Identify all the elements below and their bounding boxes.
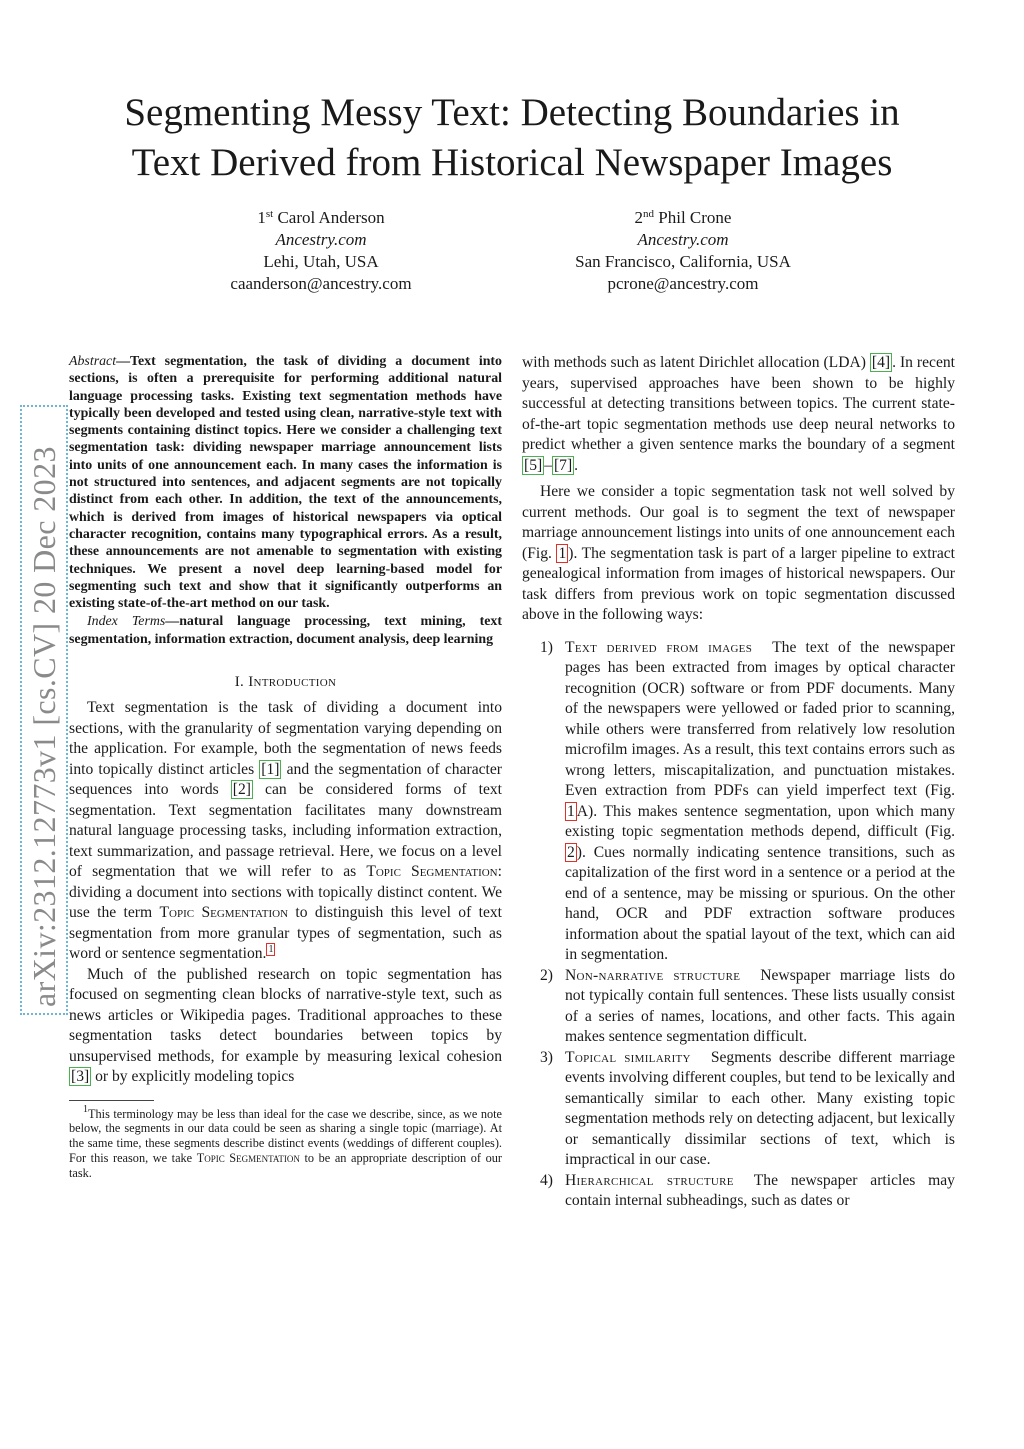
list-item-heading: Hierarchical structure bbox=[565, 1171, 734, 1189]
left-column bbox=[69, 353, 502, 1181]
section-number: I. bbox=[234, 674, 245, 691]
text-run: Segments describe different marriage events involving different couples, but tend to be lexically and semantically similar to each other. Many existing topic segmentation methods rely on detecting adjacent, but lexically or semantically dissimilar sections of text, which is impractical in our case. bbox=[565, 1048, 956, 1168]
term-topic-segmentation: Topic Segmentation bbox=[366, 863, 498, 881]
author-name: Carol Anderson bbox=[277, 208, 385, 227]
footnote-divider bbox=[69, 1100, 154, 1101]
author-ordinal: 1 bbox=[257, 208, 266, 227]
text-run: or by explicitly modeling topics bbox=[91, 1068, 295, 1086]
intro-paragraph-2-continued bbox=[522, 353, 955, 476]
author-block-2 bbox=[493, 207, 873, 295]
text-run: Here we consider a topic segmentation task not well solved by current methods. Our goal is to segment the text of newspaper marriage announcement listings into units of one announcement each (Fig. bbox=[522, 483, 955, 562]
citation-link[interactable]: [5] bbox=[524, 456, 543, 474]
footnote-link[interactable]: 1 bbox=[268, 944, 274, 956]
list-number: 3) bbox=[540, 1048, 553, 1066]
arxiv-identifier-link[interactable]: arXiv:2312.12773v1 [cs.CV] 20 Dec 2023 bbox=[20, 405, 68, 1015]
citation-link[interactable]: [7] bbox=[553, 456, 573, 474]
author-name-2 bbox=[493, 207, 873, 229]
author-ordinal-suffix: nd bbox=[643, 208, 655, 220]
figure-link[interactable]: 1 bbox=[558, 544, 567, 562]
index-terms-label: Index Terms bbox=[87, 614, 166, 630]
author-affiliation-2: Ancestry.com bbox=[637, 230, 729, 249]
text-run: and the segmentation of character sequences into words bbox=[69, 760, 502, 799]
text-run: ). Cues normally indicating sentence transitions, such as capitalization of the first word in a sentence or a period at the end of a sentence, may be missing or spurious. On the other hand, OCR and PDF extraction software produces information about the spatial layout of the text, which can aid in segmentation. bbox=[565, 843, 955, 963]
section-heading-introduction bbox=[69, 672, 502, 692]
list-item bbox=[522, 966, 955, 1048]
term-topic-segmentation: Topic Segmentation bbox=[159, 904, 289, 922]
list-number: 1) bbox=[540, 638, 553, 656]
abstract-label: Abstract bbox=[69, 354, 117, 369]
author-ordinal-suffix: st bbox=[265, 208, 274, 220]
list-item bbox=[522, 1048, 955, 1171]
list-number: 2) bbox=[540, 966, 553, 984]
author-block-1 bbox=[131, 207, 511, 295]
text-run: ). The segmentation task is part of a larger pipeline to extract genealogical information from images of historical newspapers. Our task differs from previous work on topic segmentation discussed above in the following ways: bbox=[522, 544, 955, 623]
author-name: Phil Crone bbox=[658, 208, 732, 227]
text-run: – bbox=[544, 456, 552, 474]
right-column bbox=[522, 353, 955, 1212]
section-title: Introduction bbox=[248, 674, 337, 691]
intro-paragraph-3 bbox=[522, 482, 955, 626]
title-line-1: Segmenting Messy Text: Detecting Boundaries in bbox=[124, 91, 900, 134]
text-run: with methods such as latent Dirichlet allocation (LDA) bbox=[522, 354, 870, 371]
text-run: The newspaper articles may contain internal subheadings, such as dates or bbox=[565, 1171, 955, 1209]
author-ordinal: 2 bbox=[634, 208, 644, 227]
list-item-heading: Topical similarity bbox=[565, 1048, 691, 1066]
author-location-1: Lehi, Utah, USA bbox=[263, 252, 379, 271]
footnote-1 bbox=[69, 1103, 502, 1181]
paper-title bbox=[60, 88, 964, 188]
author-name-1 bbox=[131, 207, 511, 229]
index-terms-text: —natural language processing, text mining, text segmentation, information extraction, document analysis, deep learning bbox=[69, 614, 502, 647]
citation-link[interactable]: [2] bbox=[232, 781, 251, 799]
list-number: 4) bbox=[540, 1171, 553, 1189]
author-email-1: caanderson@ancestry.com bbox=[230, 274, 412, 293]
author-email-2: pcrone@ancestry.com bbox=[607, 274, 759, 293]
text-run: This terminology may be less than ideal for the case we describe, since, as we note below, the segments in our data could be seen as sharing a single topic (marriage). At the same time, these segments describe distinct events (weddings of different couples). For this reason, we take bbox=[69, 1106, 502, 1165]
text-run: Newspaper marriage lists do not typically contain full sentences. These lists usually consist of a series of names, locations, and other facts. This again makes sentence segmentation difficult. bbox=[565, 966, 955, 1045]
text-run: to be an appropriate description of our task. bbox=[69, 1150, 502, 1180]
list-item bbox=[522, 638, 955, 966]
abstract bbox=[69, 353, 502, 612]
author-affiliation-1: Ancestry.com bbox=[275, 230, 367, 249]
term-topic-segmentation: Topic Segmentation bbox=[196, 1150, 300, 1165]
list-item-heading: Non-narrative structure bbox=[565, 966, 741, 984]
citation-link[interactable]: [4] bbox=[871, 354, 891, 371]
intro-paragraph-2 bbox=[69, 965, 502, 1088]
text-run: to distinguish this level of text segmentation from more granular types of segmentation, such as word or sentence segmentation. bbox=[69, 904, 502, 963]
text-run: can be considered forms of text segmentation. Text segmentation facilitates many downstream natural language processing tasks, including information extraction, text summarization, and passage retrieval. Here, we focus on a level of segmentation that we will refer to as bbox=[69, 781, 502, 881]
author-location-2: San Francisco, California, USA bbox=[575, 252, 791, 271]
text-run: A). This makes sentence segmentation, upon which many existing topic segmentation methods depend, difficult (Fig. bbox=[565, 802, 955, 840]
text-run: . bbox=[574, 456, 579, 474]
text-run: Much of the published research on topic segmentation has focused on segmenting clean blocks of narrative-style text, such as news articles or Wikipedia pages. Traditional approaches to these segmentation tasks detect boundaries between topics by unsupervised methods, for example by measuring lexical cohesion bbox=[69, 965, 502, 1065]
abstract-text: —Text segmentation, the task of dividing a document into sections, is often a prerequisite for performing additional natural language processing tasks. Existing text segmentation methods have typically been developed and tested using clean, narrative-style text with segments containing distinct topics. Here we consider a challenging text segmentation task: dividing newspaper marriage announcement lists into units of one announcement each. In many cases the information is not structured into sentences, and adjacent segments are not topically distinct from each other. In addition, the text of the announcements, which is derived from images of historical newspapers via optical character recognition, contains many typographical errors. As a result, these announcements are not amenable to segmentation with existing techniques. We present a novel deep learning-based model for segmenting such text and show that it significantly outperforms an existing state-of-the-art method on our task. bbox=[69, 354, 502, 612]
citation-link[interactable]: [3] bbox=[71, 1068, 90, 1086]
title-line-2: Text Derived from Historical Newspaper Images bbox=[131, 141, 893, 184]
text-run: The text of the newspaper pages has been extracted from images by optical character recognition (OCR) software or from PDF documents. Many of the newspapers were yellowed or faded prior to scanning, while others were transferred from relatively low resolution microfilm images. As a result, this text contains errors such as wrong letters, miscapitalization, and punctuation mistakes. Even extraction from PDFs can yield imperfect text (Fig. bbox=[565, 638, 955, 799]
text-run: : dividing a document into sections with topically distinct content. We use the term bbox=[69, 863, 502, 922]
index-terms bbox=[69, 613, 502, 648]
footnote-mark: 1 bbox=[83, 1103, 88, 1115]
text-run: . In recent years, supervised approaches have been shown to be highly successful at detecting transitions between topics. The current state-of-the-art topic segmentation methods use deep neural networks to predict whether a given sentence marks the boundary of a segment bbox=[522, 354, 955, 453]
list-item bbox=[522, 1171, 955, 1212]
task-differences-list bbox=[522, 638, 955, 1212]
text-run: Text segmentation is the task of dividing a document into sections, with the granularity of segmentation varying depending on the application. For example, both the segmentation of news feeds into topically distinct articles bbox=[69, 699, 502, 778]
citation-link[interactable]: [1] bbox=[261, 760, 280, 778]
intro-paragraph-1 bbox=[69, 698, 502, 965]
list-item-heading: Text derived from images bbox=[565, 638, 753, 656]
figure-link[interactable]: 2 bbox=[567, 843, 575, 861]
figure-link[interactable]: 1 bbox=[567, 802, 575, 820]
